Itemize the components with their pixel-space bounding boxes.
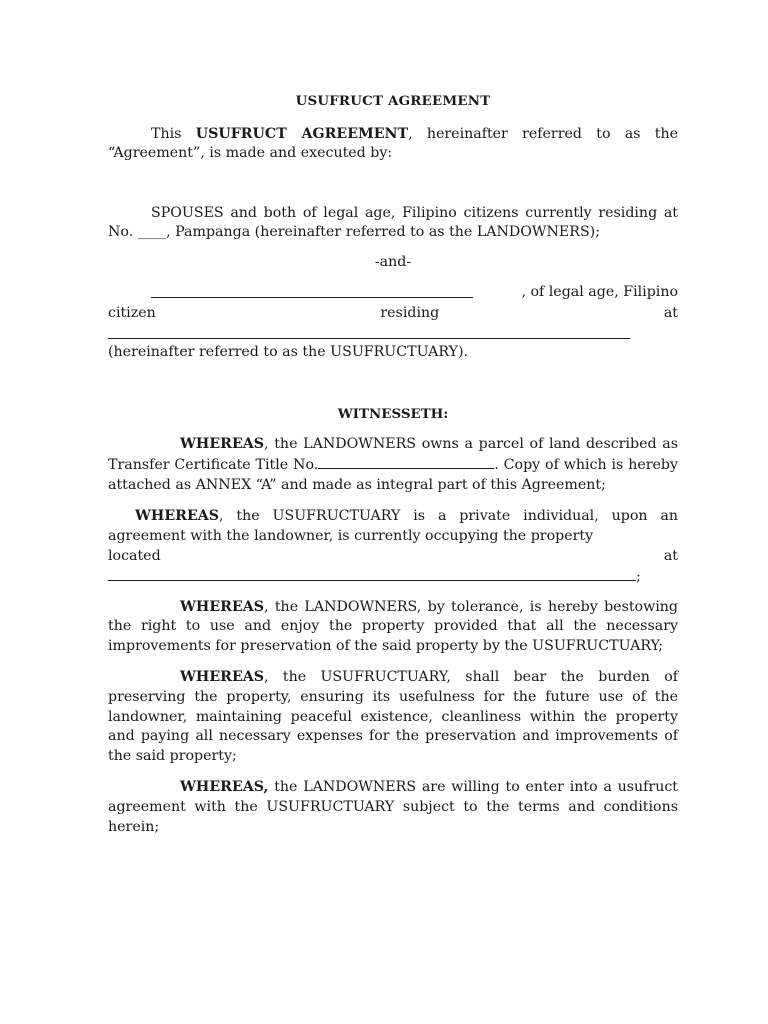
party2-line1 bbox=[108, 283, 678, 305]
property-address-blank bbox=[108, 566, 636, 581]
party1-text-a: SPOUSES and both of legal age, Filipino citizens currently residing at No. bbox=[108, 204, 678, 241]
party2-citizen: citizen bbox=[108, 305, 156, 322]
whereas2-at: at bbox=[663, 547, 678, 564]
intro-rest: , hereinafter referred to as the “Agreement”, is made and executed by: bbox=[108, 125, 679, 162]
whereas4-text: , the USUFRUCTUARY, shall bear the burden of preserving the property, ensuring its usefulness for the future use of the landowner, maintaining peaceful existence, cleanliness within the property and paying all necessary expenses for the preservation and improvements of the said property; bbox=[108, 669, 678, 764]
party2-name-blank bbox=[151, 283, 473, 298]
whereas2-paragraph bbox=[108, 507, 678, 546]
whereas5-bold: WHEREAS, bbox=[180, 779, 269, 796]
whereas3-bold: WHEREAS bbox=[180, 598, 265, 615]
party2-residing: residing bbox=[380, 305, 440, 322]
whereas5-paragraph bbox=[108, 778, 678, 837]
document-title: USUFRUCT AGREEMENT bbox=[295, 93, 491, 109]
whereas2-located: located bbox=[108, 547, 161, 564]
intro-bold-title: USUFRUCT AGREEMENT bbox=[195, 125, 409, 142]
whereas5-text: the LANDOWNERS are willing to enter into a usufruct agreement with the USUFRUCTUARY subject to the terms and conditions herein; bbox=[108, 779, 678, 835]
document-page bbox=[108, 92, 678, 837]
party2-at: at bbox=[663, 305, 678, 322]
party2-line4: (hereinafter referred to as the USUFRUCTUARY). bbox=[108, 344, 469, 361]
party2-line2 bbox=[108, 304, 678, 324]
witnesseth-heading: WITNESSETH: bbox=[337, 405, 449, 422]
and-separator: -and- bbox=[374, 253, 412, 270]
intro-paragraph bbox=[108, 125, 678, 164]
party2-address-line bbox=[108, 324, 678, 344]
whereas2-text: , the USUFRUCTUARY is a private individual, upon an agreement with the landowner, is currently occupying the property bbox=[108, 508, 678, 544]
whereas2-bold: WHEREAS bbox=[135, 508, 220, 525]
whereas4-bold: WHEREAS bbox=[180, 669, 265, 686]
tct-number-blank bbox=[318, 454, 494, 469]
whereas4-paragraph bbox=[108, 668, 678, 766]
whereas2-located-line bbox=[108, 547, 678, 567]
party2-address-blank bbox=[108, 324, 630, 339]
whereas3-text: , the LANDOWNERS, by tolerance, is hereby bestowing the right to use and enjoy the property provided that all the necessary improvements for preservation of the said property by the USUFRUCTUARY; bbox=[108, 598, 678, 654]
whereas1-paragraph bbox=[108, 435, 678, 496]
whereas1-text-b: . Copy of which is hereby attached as ANNEX “A” and made as integral part of this Agreement; bbox=[108, 457, 679, 493]
whereas1-bold: WHEREAS bbox=[180, 435, 265, 452]
intro-lead: This bbox=[151, 125, 196, 142]
party2-line1-tail: , of legal age, Filipino bbox=[521, 283, 678, 300]
party1-blank: ____ bbox=[137, 224, 167, 241]
whereas3-paragraph bbox=[108, 598, 678, 657]
party1-paragraph bbox=[108, 204, 678, 243]
whereas2-end: ; bbox=[636, 569, 641, 586]
whereas1-text-a: , the LANDOWNERS owns a parcel of land described as Transfer Certificate Title No. bbox=[108, 435, 678, 474]
party1-text-b: , Pampanga (hereinafter referred to as the LANDOWNERS); bbox=[166, 224, 600, 241]
whereas2-address-line bbox=[108, 566, 678, 586]
